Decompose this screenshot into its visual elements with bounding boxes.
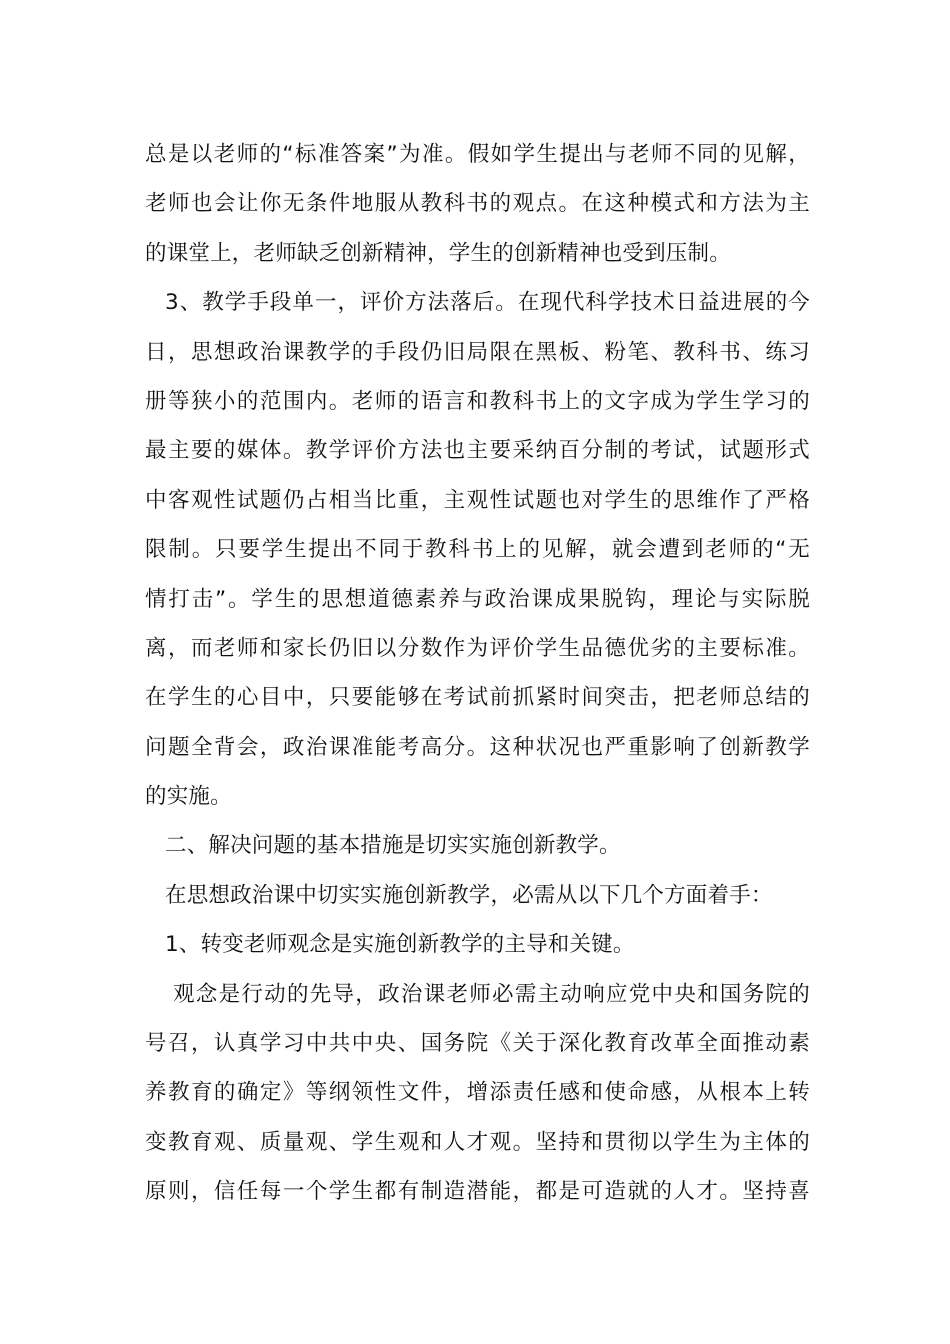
text-line-18: 观念是行动的先导，政治课老师必需主动响应党中央和国务院的 [173, 981, 810, 1007]
text-line-10: 情打击”。学生的思想道德素养与政治课成果脱钩，理论与实际脱 [145, 586, 810, 612]
text-line-3: 的课堂上，老师缺乏创新精神，学生的创新精神也受到压制。 [145, 240, 731, 266]
text-line-20: 养教育的确定》等纲领性文件，增添责任感和使命感，从根本上转 [145, 1080, 810, 1106]
subsection-heading-1: 1、转变老师观念是实施创新教学的主导和关键。 [165, 932, 635, 958]
section-heading-2: 二、解决问题的基本措施是切实实施创新教学。 [165, 833, 621, 859]
text-line-8: 中客观性试题仍占相当比重，主观性试题也对学生的思维作了严格 [145, 487, 810, 513]
text-line-1: 总是以老师的“标准答案”为准。假如学生提出与老师不同的见解， [145, 142, 810, 167]
text-line-6: 册等狭小的范围内。老师的语言和教科书上的文字成为学生学习的 [145, 388, 810, 414]
text-line-21: 变教育观、质量观、学生观和人才观。坚持和贯彻以学生为主体的 [145, 1129, 810, 1155]
text-line-2: 老师也会让你无条件地服从教科书的观点。在这种模式和方法为主 [145, 191, 810, 217]
text-line-5: 日，思想政治课教学的手段仍旧局限在黑板、粉笔、教科书、练习 [145, 339, 810, 365]
text-line-9: 限制。只要学生提出不同于教科书上的见解，就会遭到老师的“无 [145, 537, 810, 563]
text-line-19: 号召，认真学习中共中央、国务院《关于深化教育改革全面推动素 [145, 1031, 810, 1057]
text-line-14: 的实施。 [145, 784, 232, 810]
text-line-22: 原则，信任每一个学生都有制造潜能，都是可造就的人才。坚持喜 [145, 1179, 810, 1205]
text-line-7: 最主要的媒体。教学评价方法也主要采纳百分制的考试，试题形式 [145, 438, 810, 464]
text-line-12: 在学生的心目中，只要能够在考试前抓紧时间突击，把老师总结的 [145, 685, 810, 711]
text-line-16: 在思想政治课中切实实施创新教学，必需从以下几个方面着手： [165, 882, 773, 908]
text-line-11: 离，而老师和家长仍旧以分数作为评价学生品德优劣的主要标准。 [145, 635, 810, 661]
document-body [145, 130, 810, 1217]
text-line-13: 问题全背会，政治课准能考高分。这种状况也严重影响了创新教学 [145, 734, 810, 760]
text-line-4: 3、教学手段单一，评价方法落后。在现代科学技术日益进展的今 [165, 290, 810, 316]
